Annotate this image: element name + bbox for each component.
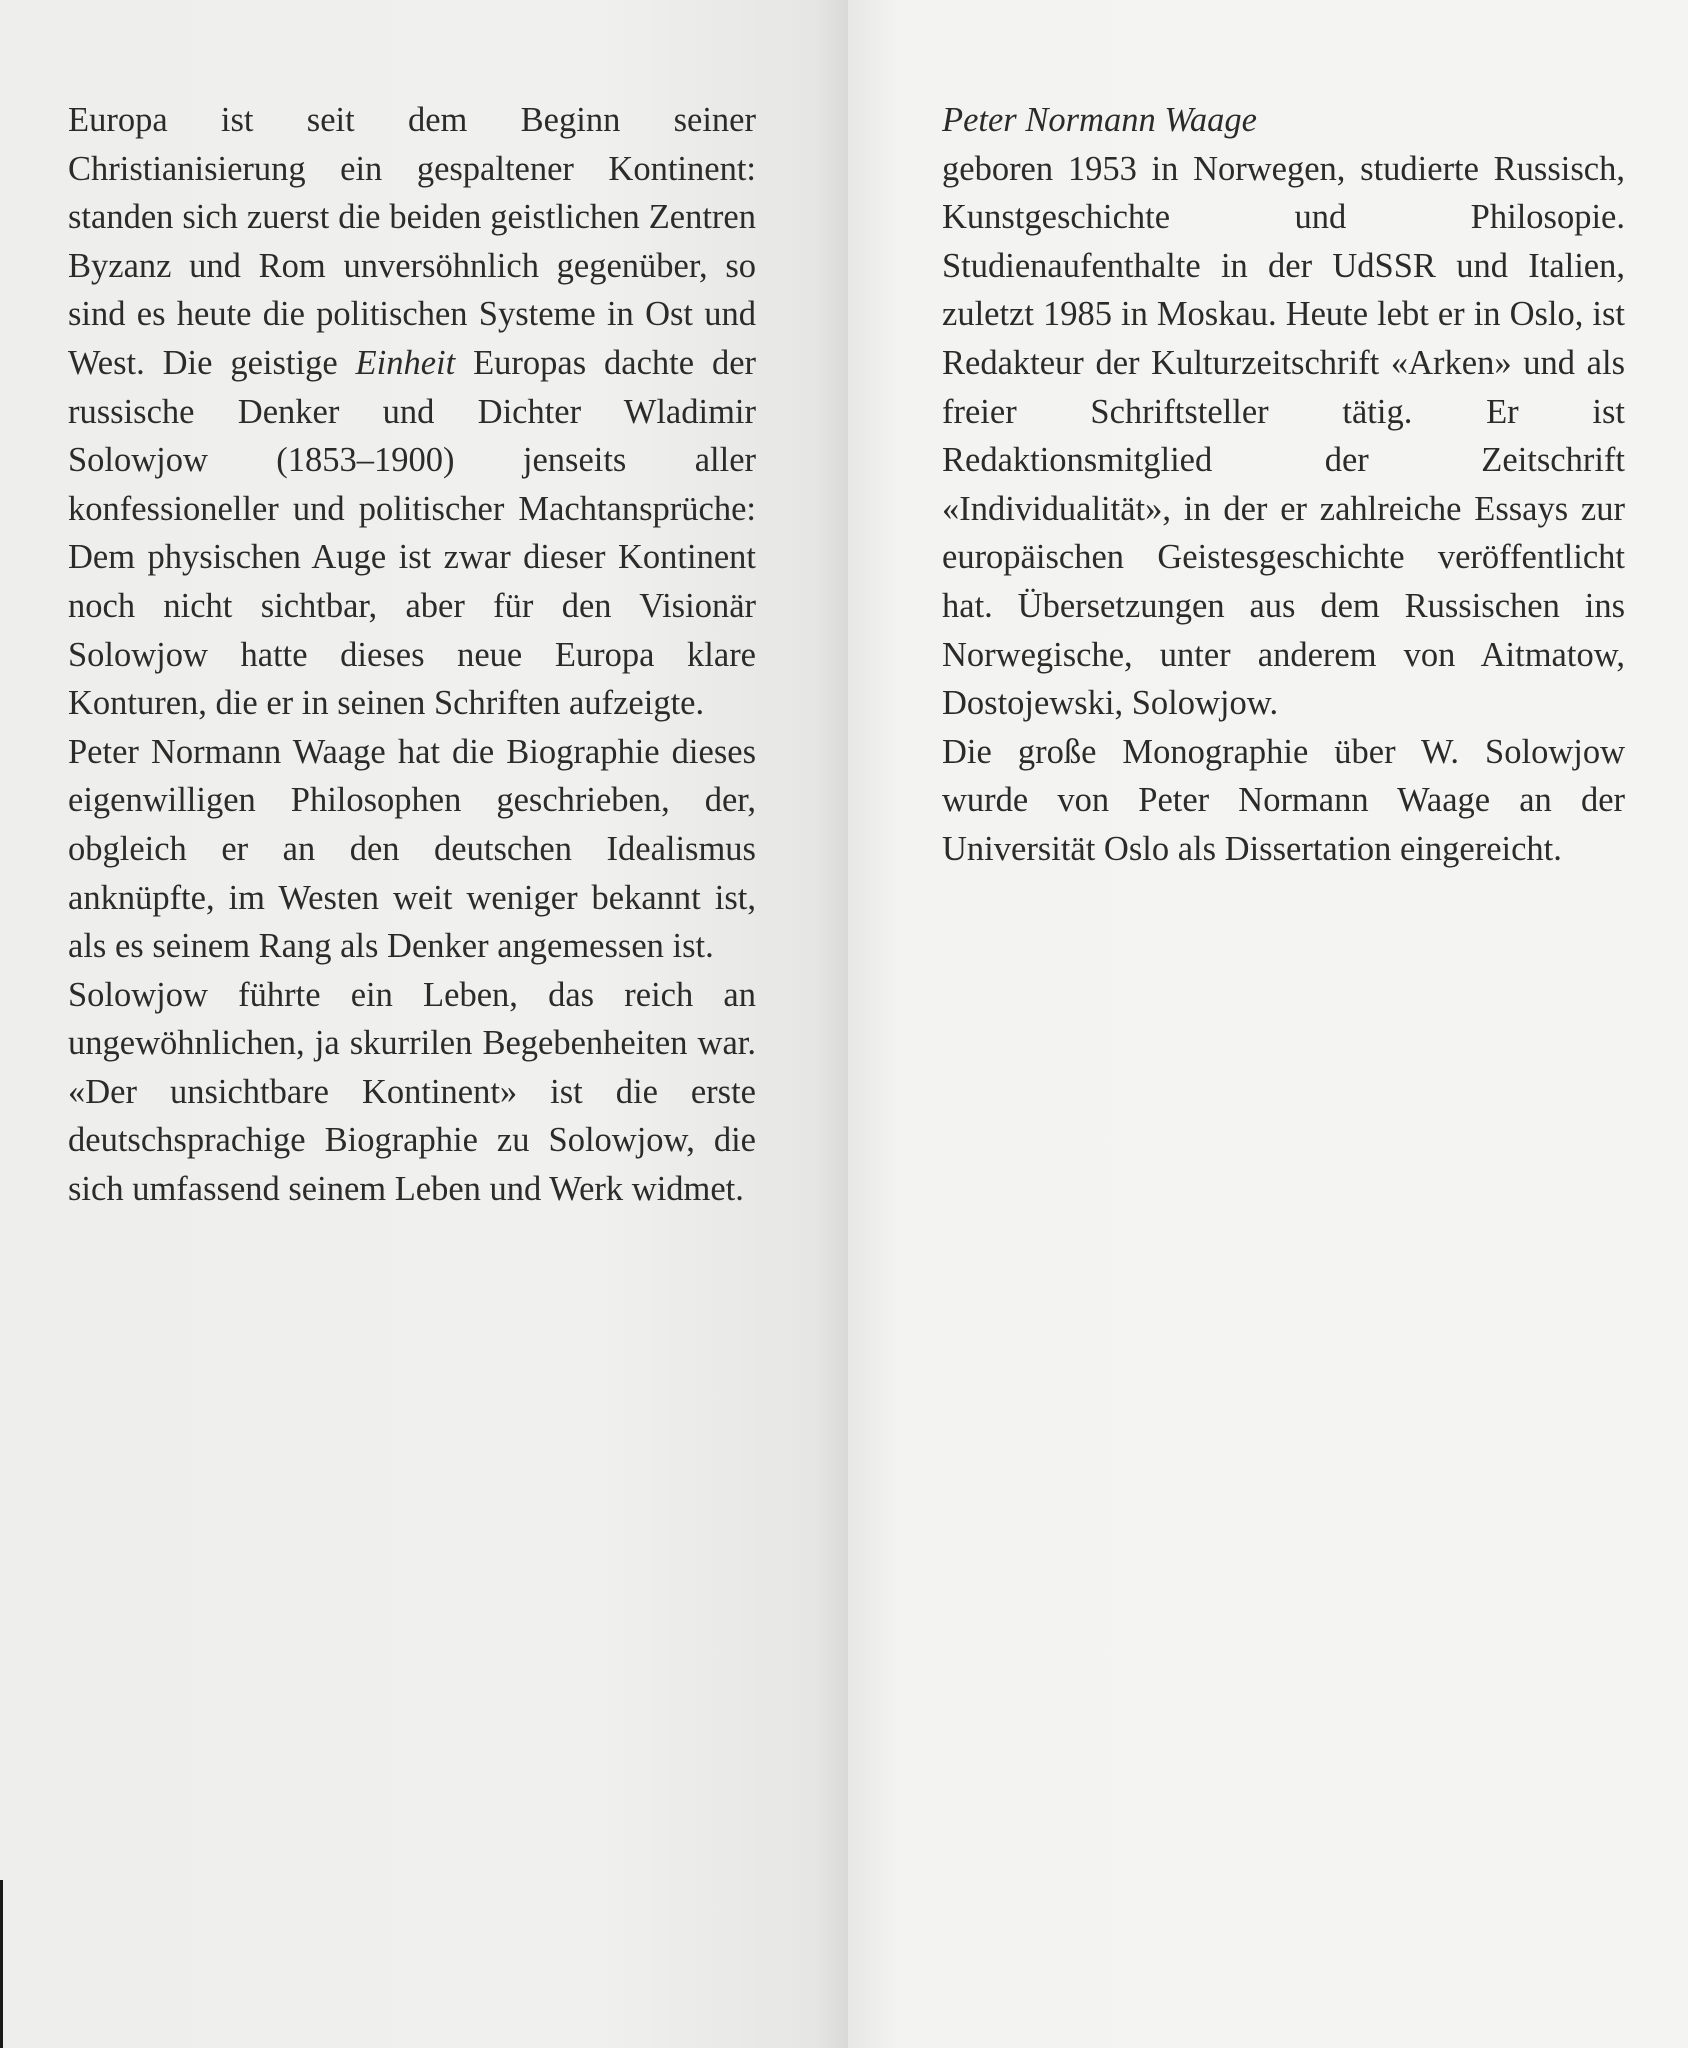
author-name: Peter Normann Waage	[942, 101, 1257, 139]
scan-edge-line	[0, 1880, 3, 2048]
author-bio	[942, 96, 1625, 874]
blurb-paragraph-2: Peter Normann Waage hat die Biographie dieses eigenwilligen Philosophen geschrieben, der, obgleich er an den deutschen Idealismus anknüpfte, im Westen weit weniger bekannt ist, als es seinem Rang als Denker angemessen ist.	[68, 732, 756, 966]
blurb-paragraph-1-continued: Europas dachte der russische Denker und Dichter Wladimir Solowjow (1853–1900) jenseits aller konfessioneller und politischer Machtansprüche: Dem physischen Auge ist zwar dieser Kontinent noch nicht sichtbar, aber für den Visionär Solowjow hatte dieses neue Europa klare Konturen, die er in seinen Schriften aufzeigte.	[68, 343, 756, 723]
author-bio-text: geboren 1953 in Norwegen, studierte Russisch, Kunstgeschichte und Philosopie. Studienaufenthalte in der UdSSR und Italien, zuletzt 1985 in Moskau. Heute lebt er in Oslo, ist Redakteur der Kulturzeitschrift «Arken» und als freier Schriftsteller tätig. Er ist Redaktionsmitglied der Zeitschrift «Individualität», in der er zahlreiche Essays zur europäischen Geistesgeschichte veröffentlicht hat. Übersetzungen aus dem Russischen ins Norwegische, unter anderem von Aitmatow, Dostojewski, Solowjow.	[942, 149, 1625, 723]
blurb-paragraph-1	[68, 96, 756, 728]
blurb-paragraph-3: Solowjow führte ein Leben, das reich an ungewöhnlichen, ja skurrilen Begebenheiten war. «Der unsichtbare Kontinent» ist die erste deutschsprachige Biographie zu Solowjow, die sich umfassend seinem Leben und Werk widmet.	[68, 975, 756, 1209]
blurb-emphasis-einheit: Einheit	[355, 343, 456, 382]
blurb-paragraph-1-text: Europa ist seit dem Beginn seiner Christianisierung ein gespaltener Kontinent: standen sich zuerst die beiden geistlichen Zentren Byzanz und Rom unversöhnlich gegenüber, so sind es heute die politischen Systeme in Ost und West. Die geistige	[68, 101, 756, 382]
author-dissertation-note: Die große Monographie über W. Solowjow wurde von Peter Normann Waage an der Universität Oslo als Dissertation eingereicht.	[942, 732, 1625, 868]
book-blurb	[68, 96, 756, 1214]
